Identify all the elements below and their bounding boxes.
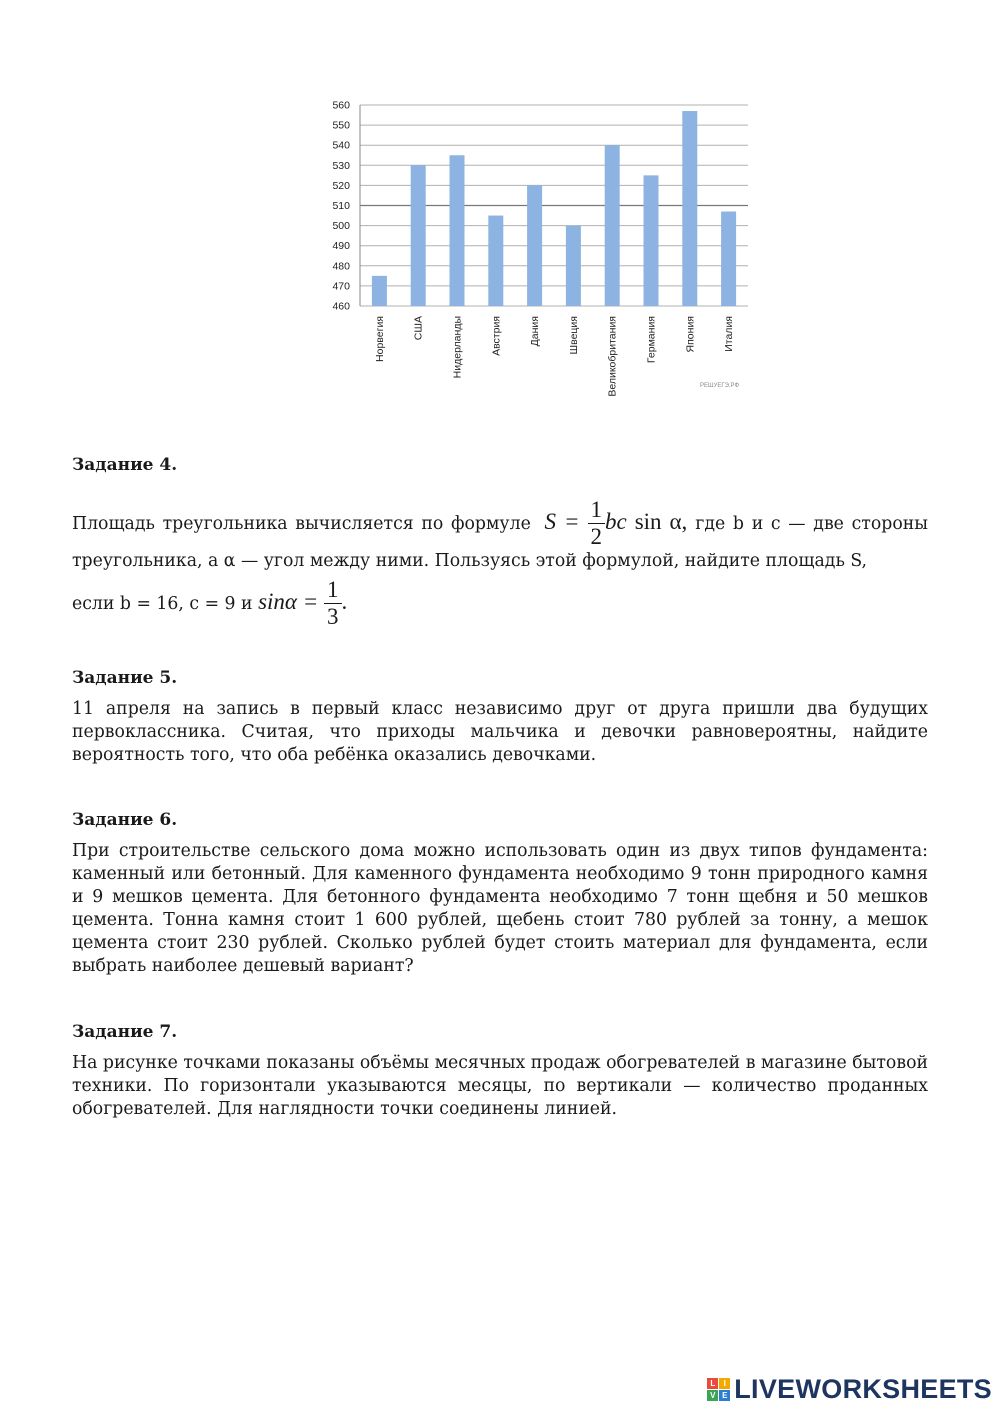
task-5 xyxy=(72,668,928,767)
x-axis-labels xyxy=(374,316,735,397)
sin-lhs: sinα = xyxy=(258,588,319,614)
task-7 xyxy=(72,1022,928,1121)
formula-rhs: bc xyxy=(605,508,627,534)
sin-fraction xyxy=(324,577,342,630)
logo-tile: L xyxy=(707,1378,718,1389)
task-4-condition xyxy=(72,577,928,630)
x-tick-label: Нидерланды xyxy=(451,316,464,379)
x-tick-label: Швеция xyxy=(567,316,580,355)
x-tick-label: Австрия xyxy=(490,316,503,356)
task-4-text2: где b и c — две стороны треугольника, а α — угол между ними. Пользуясь этой формулой, найдите площадь S, xyxy=(72,513,928,571)
task-5-text: 11 апреля на запись в первый класс независимо друг от друга пришли два будущих первоклассника. Считая, что приходы мальчика и девочки равновероятны, найдите вероятность того, что оба ребёнка оказались девочками. xyxy=(72,699,928,765)
bar-Италия xyxy=(721,212,736,306)
formula-fraction xyxy=(588,497,606,550)
x-tick-label: Япония xyxy=(684,316,697,353)
task-4-text3: если b = 16, c = 9 и xyxy=(72,593,253,614)
bar-Великобритания xyxy=(605,145,620,306)
task-4-text xyxy=(72,497,928,573)
task-4 xyxy=(72,455,928,630)
task-6-text: При строительстве сельского дома можно использовать один из двух типов фундамента: каменный или бетонный. Для каменного фундамента необходимо 9 тонн природного камня и 9 мешков цемента. Для бетонного фундамента необходимо 7 тонн щебня и 50 мешков цемента. Тонна камня стоит 1 600 рублей, щебень стоит 780 рублей за тонну, а мешок цемента стоит 230 рублей. Сколько рублей будет стоить материал для фундамента, если выбрать наиболее дешевый вариант? xyxy=(72,841,928,976)
logo-tile: V xyxy=(707,1390,718,1401)
sin-numerator: 1 xyxy=(324,577,342,604)
y-tick-label: 470 xyxy=(332,280,350,293)
x-tick-label: Италия xyxy=(723,316,736,352)
sin-tail: . xyxy=(341,588,348,614)
logo-tile: I xyxy=(719,1378,730,1389)
liveworksheets-logo-icon xyxy=(707,1378,730,1401)
formula-numerator: 1 xyxy=(588,497,606,524)
chart-bars xyxy=(372,111,736,306)
x-tick-label: Дания xyxy=(529,316,542,347)
sin-denominator: 3 xyxy=(327,604,339,629)
y-axis-ticks xyxy=(332,100,350,313)
y-tick-label: 560 xyxy=(332,99,350,112)
y-tick-label: 550 xyxy=(332,119,350,132)
area-formula xyxy=(544,497,696,549)
task-4-title: Задание 4. xyxy=(72,455,178,475)
y-tick-label: 480 xyxy=(332,260,350,273)
logo-text: LIVEWORKSHEETS xyxy=(734,1374,992,1404)
bar-США xyxy=(411,165,426,306)
bar-chart xyxy=(318,95,758,415)
task-4-lead: Площадь треугольника вычисляется по формуле xyxy=(72,513,531,534)
y-tick-label: 460 xyxy=(332,300,350,313)
bar-Австрия xyxy=(488,216,503,306)
liveworksheets-logo[interactable] xyxy=(707,1374,992,1405)
bar-Швеция xyxy=(566,226,581,306)
chart-watermark: РЕШУЕГЭ.РФ xyxy=(700,383,740,389)
y-tick-label: 540 xyxy=(332,139,350,152)
task-6 xyxy=(72,810,928,978)
task-6-title: Задание 6. xyxy=(72,810,178,830)
bar-Дания xyxy=(527,185,542,306)
x-tick-label: Германия xyxy=(645,316,658,364)
y-tick-label: 490 xyxy=(332,240,350,253)
formula-denominator: 2 xyxy=(590,524,602,549)
logo-tile: E xyxy=(719,1390,730,1401)
x-tick-label: Норвегия xyxy=(373,316,386,362)
bar-Япония xyxy=(682,111,697,306)
y-tick-label: 520 xyxy=(332,179,350,192)
y-tick-label: 500 xyxy=(332,220,350,233)
task-7-text: На рисунке точками показаны объёмы месячных продаж обогревателей в магазине бытовой техники. По горизонтали указываются месяцы, по вертикали — количество проданных обогревателей. Для наглядности точки соединены линией. xyxy=(72,1053,928,1119)
bar-Германия xyxy=(644,175,659,306)
formula-lhs: S = xyxy=(544,508,580,534)
bar-Норвегия xyxy=(372,276,387,306)
x-tick-label: Великобритания xyxy=(606,316,619,397)
x-tick-label: США xyxy=(412,316,425,341)
task-7-title: Задание 7. xyxy=(72,1022,178,1042)
y-tick-label: 510 xyxy=(332,200,350,212)
y-tick-label: 530 xyxy=(332,159,350,172)
sin-formula xyxy=(258,577,348,629)
task-5-title: Задание 5. xyxy=(72,668,178,688)
bar-Нидерланды xyxy=(450,155,465,306)
formula-tail: sin α, xyxy=(634,508,688,534)
